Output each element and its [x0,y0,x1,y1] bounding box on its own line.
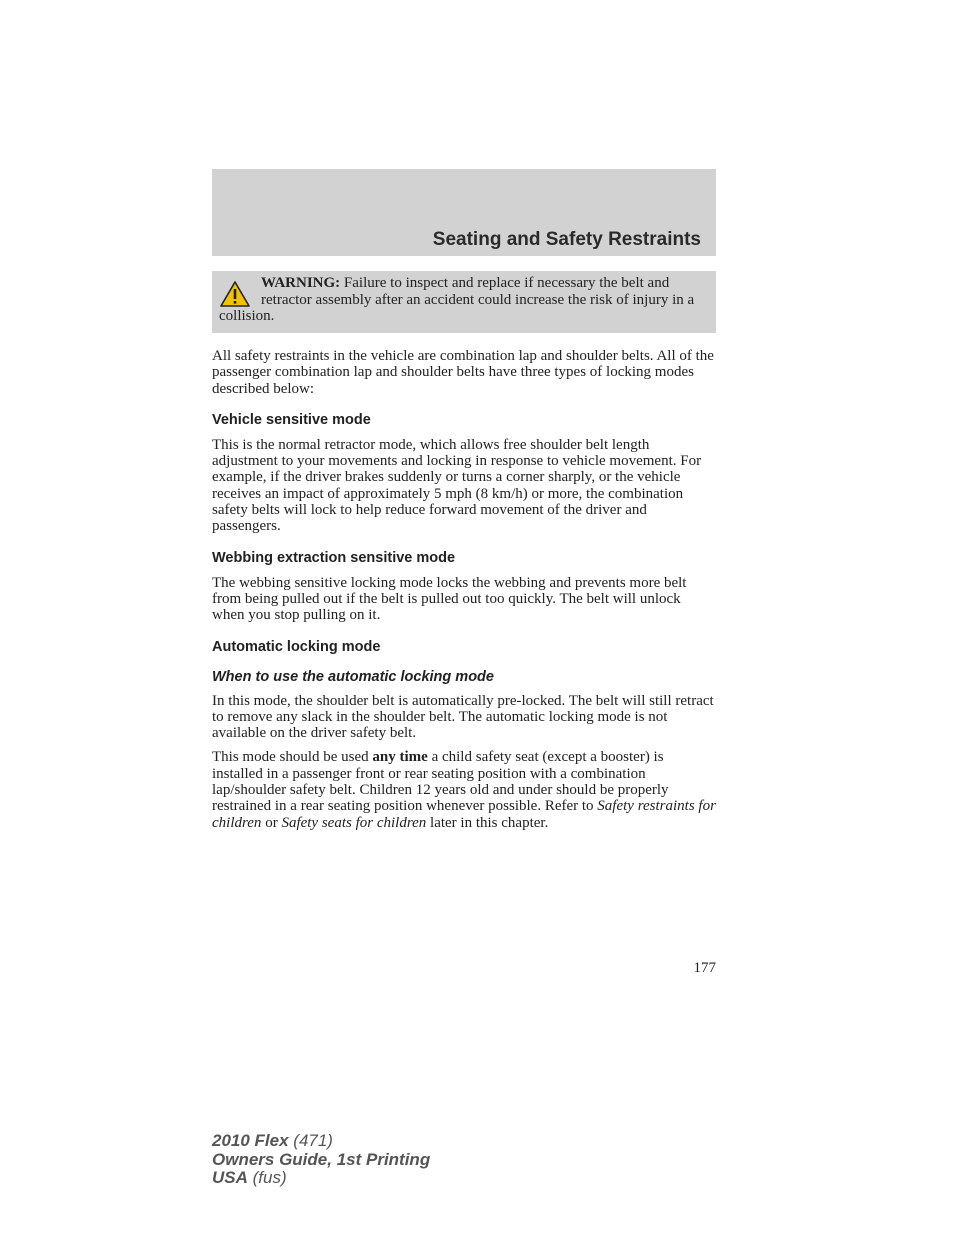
webbing-paragraph: The webbing sensitive locking mode locks the webbing and prevents more belt from being pulled out if the belt is pulled out too quickly. The belt will unlock when you stop pulling on it. [212,574,687,624]
text-run: or [261,814,282,831]
page-number: 177 [693,960,716,976]
text-run: This mode should be used [212,749,373,766]
heading-vehicle-sensitive-mode: Vehicle sensitive mode [212,411,371,428]
footer-line-3 [212,1169,430,1188]
footer-line-2: Owners Guide, 1st Printing [212,1149,431,1169]
automatic-paragraph-2 [212,749,716,830]
cross-reference-safety-restraints: Safety restraints for children [212,798,716,831]
section-title: Seating and Safety Restraints [432,229,701,250]
page-content [212,348,716,839]
warning-text: Failure to inspect and replace if necessary the belt and retractor assembly after an accident could increase the risk of injury in a collision. [219,275,695,324]
warning-label: WARNING: [261,275,341,291]
text-run: a child safety seat (except a booster) is installed in a passenger front or rear seating position with a combination lap/shoulder safety belt. Children 12 years old and under should be properly restrained in a rear seating position whenever possible. Refer to [212,749,669,815]
section-header-band [212,169,716,256]
footer-model-code: (471) [288,1131,333,1150]
warning-triangle-icon [219,280,251,308]
emphasis-any-time: any time [372,749,428,766]
text-run: later in this chapter. [426,814,549,831]
footer-line-1 [212,1132,430,1151]
heading-automatic-locking-mode: Automatic locking mode [212,638,381,655]
footer-market-code: (fus) [247,1168,287,1187]
vehicle-sensitive-paragraph: This is the normal retractor mode, which allows free shoulder belt length adjustment to your movements and locking in response to vehicle movement. For example, if the driver brakes suddenly or turns a corner sharply, or the vehicle receives an impact of approximately 5 mph (8 km/h) or more, the combination safety belts will lock to help reduce forward movement of the driver and passengers. [212,436,702,535]
footer-model: 2010 Flex [212,1131,289,1150]
heading-webbing-extraction-mode: Webbing extraction sensitive mode [212,549,456,566]
cross-reference-safety-seats: Safety seats for children [281,814,427,831]
footer-market: USA [212,1168,248,1187]
automatic-paragraph-1: In this mode, the shoulder belt is automatically pre-locked. The belt will still retract to remove any slack in the shoulder belt. The automatic locking mode is not available on the driver safety belt. [212,692,714,742]
warning-box [212,271,716,333]
intro-paragraph: All safety restraints in the vehicle are combination lap and shoulder belts. All of the passenger combination lap and shoulder belts have three types of locking modes described below: [212,348,714,397]
footer-edition-info [212,1132,430,1188]
subheading-when-to-use: When to use the automatic locking mode [212,668,494,685]
